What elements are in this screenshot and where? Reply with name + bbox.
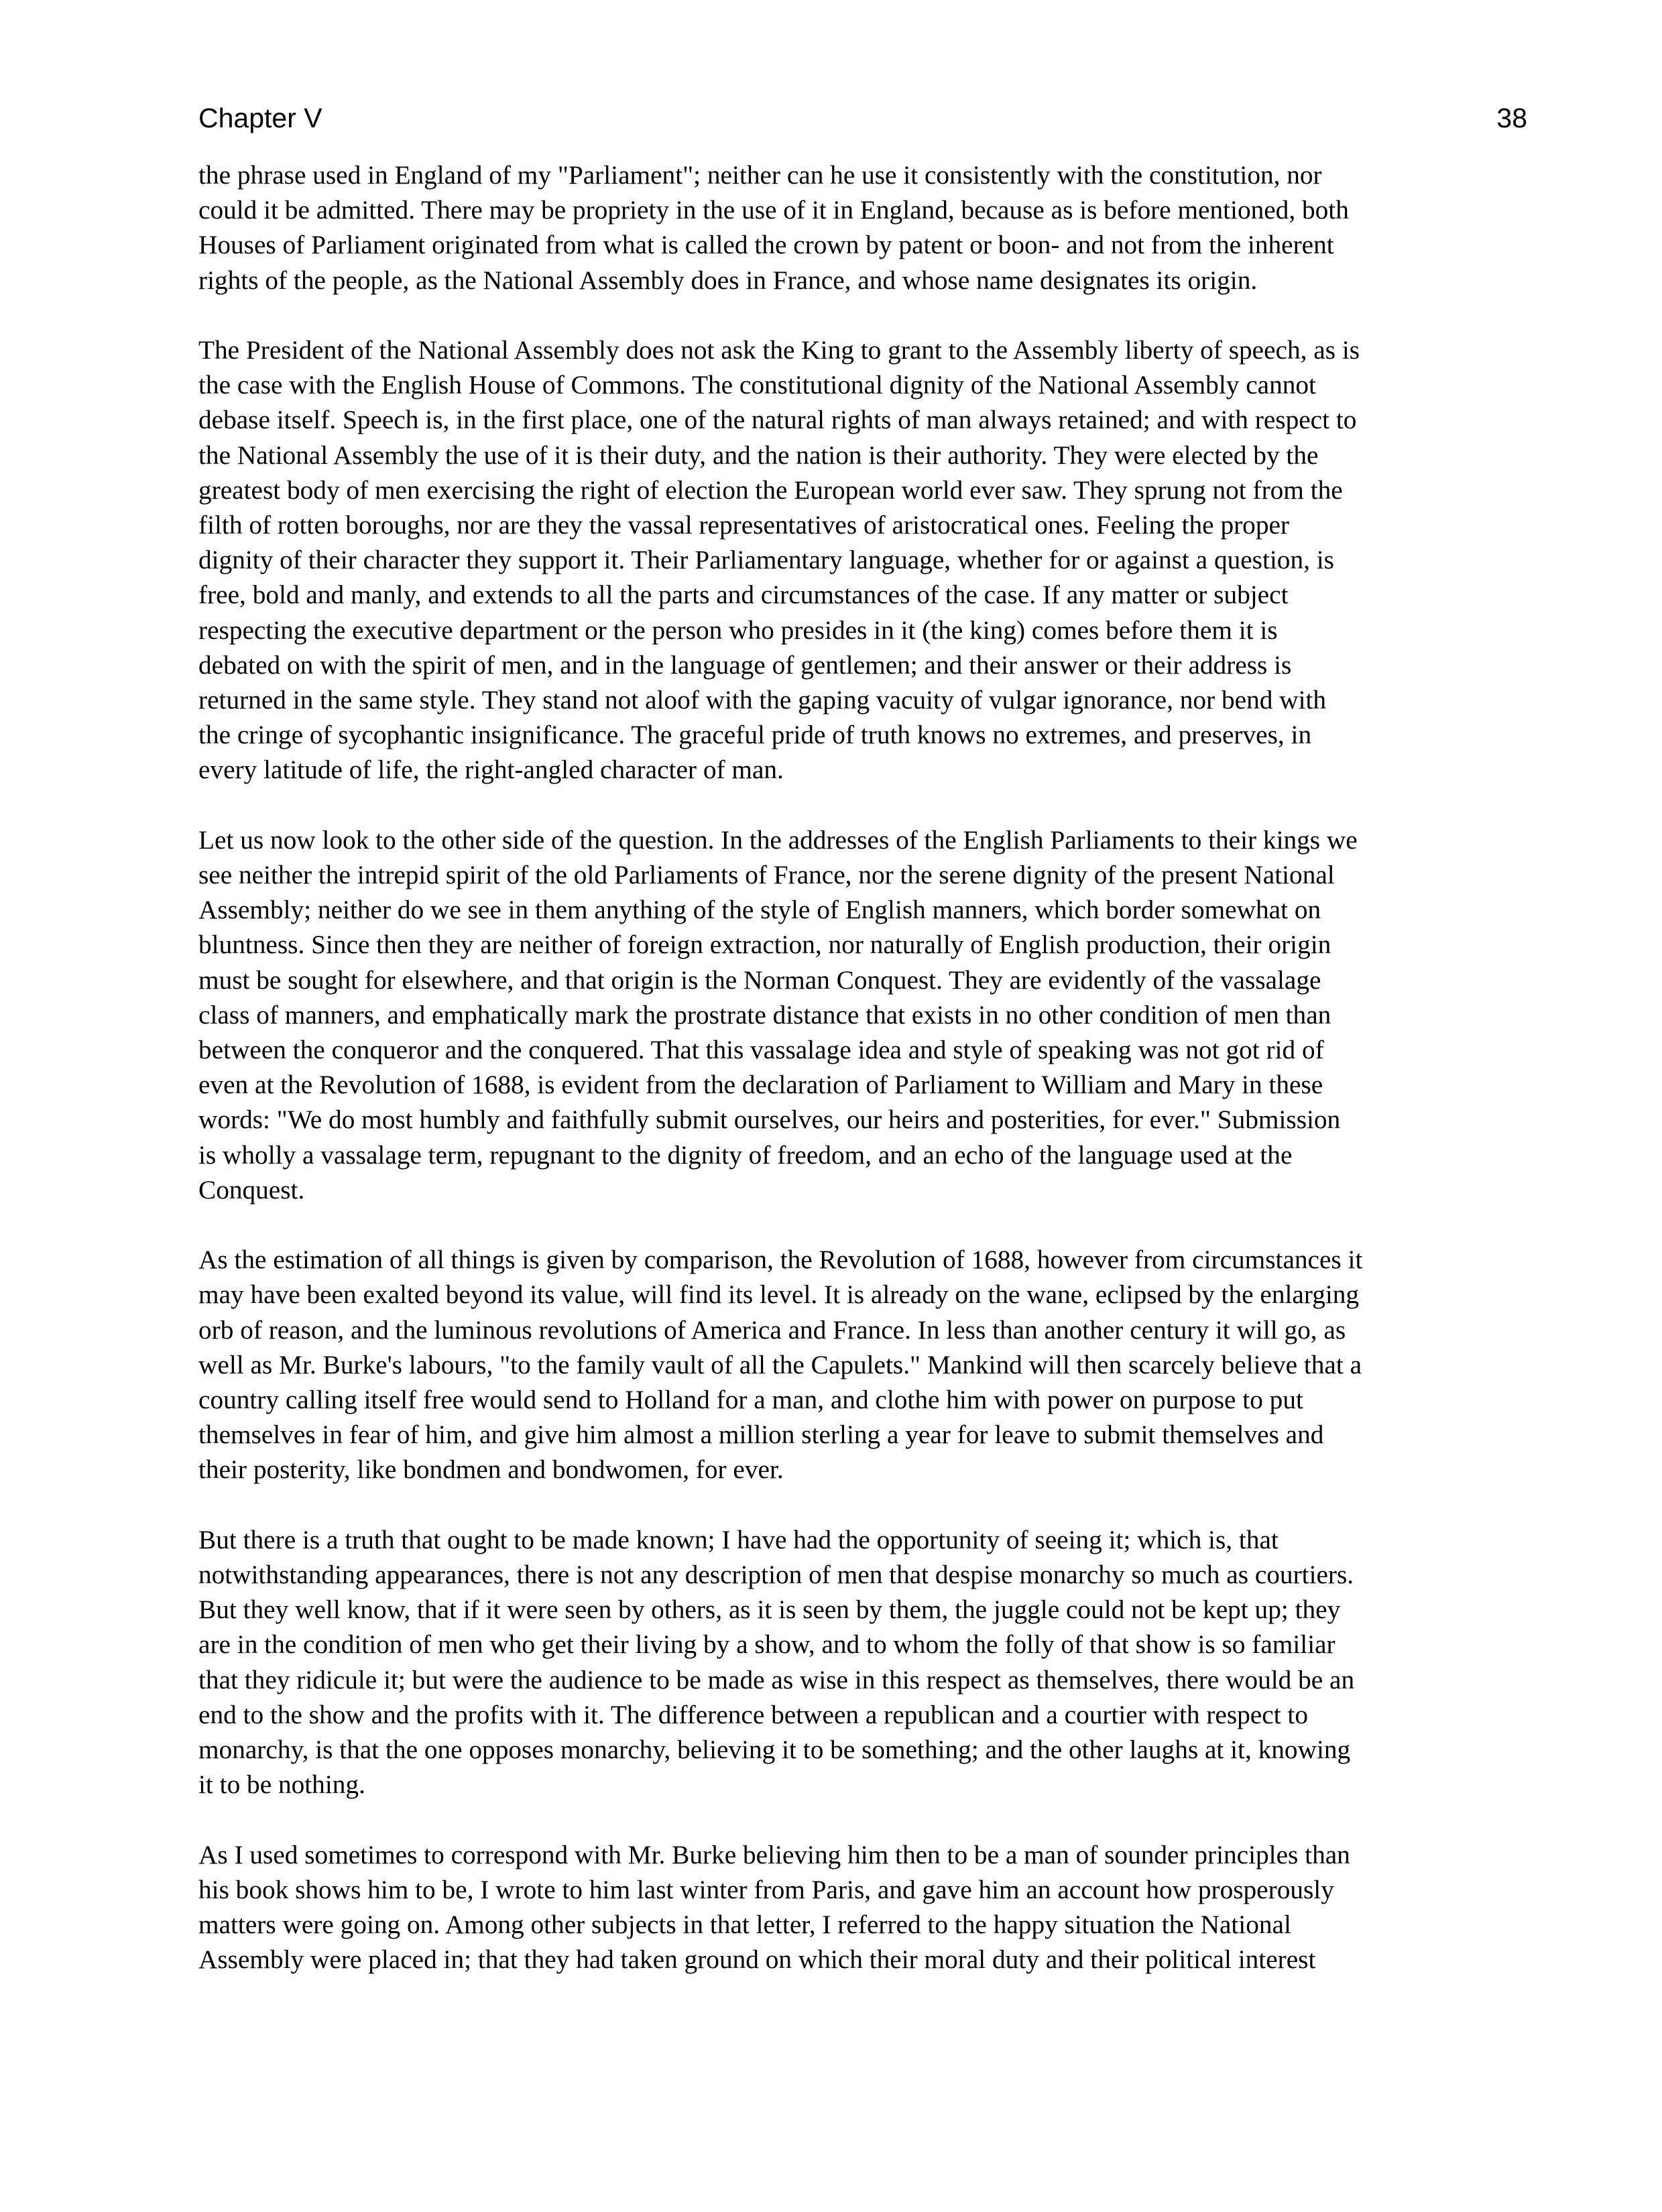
text-line: dignity of their character they support it. Their Parliamentary language, whether for or against a question, is [198, 545, 1334, 575]
page-number: 38 [1496, 103, 1527, 133]
text-line: As the estimation of all things is given by comparison, the Revolution of 1688, however from circumstances it [198, 1245, 1363, 1275]
text-line: matters were going on. Among other subjects in that letter, I referred to the happy situation the National [198, 1910, 1291, 1940]
text-line: Assembly were placed in; that they had taken ground on which their moral duty and their political interest [198, 1945, 1316, 1975]
text-line: greatest body of men exercising the right of election the European world ever saw. They sprung not from the [198, 475, 1343, 505]
paragraph [198, 1837, 1527, 1977]
text-line: returned in the same style. They stand not aloof with the gaping vacuity of vulgar ignorance, nor bend with [198, 685, 1327, 715]
text-line: words: "We do most humbly and faithfully submit ourselves, our heirs and posterities, for ever." Submission [198, 1105, 1341, 1135]
text-line: that they ridicule it; but were the audience to be made as wise in this respect as themselves, there would be an [198, 1664, 1355, 1695]
text-line: rights of the people, as the National Assembly does in France, and whose name designates its origin. [198, 265, 1258, 295]
text-line: notwithstanding appearances, there is not any description of men that despise monarchy so much as courtiers. [198, 1560, 1354, 1590]
text-line: the National Assembly the use of it is their duty, and the nation is their authority. They were elected by the [198, 440, 1319, 470]
text-line: even at the Revolution of 1688, is evident from the declaration of Parliament to William and Mary in these [198, 1070, 1323, 1100]
text-line: debated on with the spirit of men, and in the language of gentlemen; and their answer or their address is [198, 650, 1292, 680]
text-line: But they well know, that if it were seen by others, as it is seen by them, the juggle could not be kept up; they [198, 1595, 1341, 1625]
text-line: the phrase used in England of my "Parliament"; neither can he use it consistently with the constitution, nor [198, 160, 1322, 190]
body-text [198, 158, 1527, 2012]
text-line: filth of rotten boroughs, nor are they the vassal representatives of aristocratical ones. Feeling the proper [198, 510, 1290, 540]
text-line: As I used sometimes to correspond with Mr. Burke believing him then to be a man of sounder principles than [198, 1839, 1350, 1869]
text-line: see neither the intrepid spirit of the old Parliaments of France, nor the serene dignity of the present National [198, 860, 1335, 890]
text-line: The President of the National Assembly does not ask the King to grant to the Assembly liberty of speech, as is [198, 335, 1360, 365]
text-line: But there is a truth that ought to be made known; I have had the opportunity of seeing it; which is, that [198, 1524, 1279, 1554]
text-line: themselves in fear of him, and give him almost a million sterling a year for leave to submit themselves and [198, 1420, 1324, 1450]
text-line: end to the show and the profits with it. The difference between a republican and a courtier with respect to [198, 1699, 1308, 1729]
text-line: monarchy, is that the one opposes monarchy, believing it to be something; and the other laughs at it, knowing [198, 1735, 1351, 1765]
text-line: is wholly a vassalage term, repugnant to the dignity of freedom, and an echo of the language used at the [198, 1140, 1293, 1170]
text-line: may have been exalted beyond its value, will find its level. It is already on the wane, eclipsed by the enlarging [198, 1280, 1360, 1310]
page-header [198, 98, 1527, 138]
text-line: well as Mr. Burke's labours, "to the family vault of all the Capulets." Mankind will then scarcely believe that a [198, 1349, 1362, 1379]
text-line: debase itself. Speech is, in the first place, one of the natural rights of man always retained; and with respect to [198, 405, 1357, 435]
paragraph [198, 332, 1527, 788]
text-line: the case with the English House of Commons. The constitutional dignity of the National Assembly cannot [198, 370, 1316, 400]
text-line: his book shows him to be, I wrote to him last winter from Paris, and gave him an account how prosperously [198, 1874, 1334, 1904]
paragraph [198, 1522, 1527, 1802]
text-line: class of manners, and emphatically mark the prostrate distance that exists in no other condition of men than [198, 999, 1331, 1030]
text-line: could it be admitted. There may be propriety in the use of it in England, because as is before mentioned, both [198, 195, 1349, 225]
text-line: the cringe of sycophantic insignificance. The graceful pride of truth knows no extremes, and preserves, in [198, 720, 1312, 750]
text-line: orb of reason, and the luminous revolutions of America and France. In less than another century it will go, as [198, 1314, 1346, 1345]
text-line: bluntness. Since then they are neither of foreign extraction, nor naturally of English production, their origin [198, 930, 1331, 960]
text-line: country calling itself free would send to Holland for a man, and clothe him with power on purpose to put [198, 1385, 1303, 1415]
text-line: are in the condition of men who get their living by a show, and to whom the folly of that show is so familiar [198, 1630, 1335, 1660]
text-line: respecting the executive department or the person who presides in it (the king) comes before them it is [198, 615, 1278, 645]
text-line: Conquest. [198, 1174, 305, 1205]
text-line: Let us now look to the other side of the question. In the addresses of the English Parliaments to their kings we [198, 824, 1358, 855]
paragraph [198, 1242, 1527, 1487]
text-line: Assembly; neither do we see in them anything of the style of English manners, which border somewhat on [198, 895, 1321, 925]
text-line: every latitude of life, the right-angled character of man. [198, 755, 784, 785]
text-line: Houses of Parliament originated from what is called the crown by patent or boon- and not from the inherent [198, 230, 1334, 260]
paragraph [198, 158, 1527, 298]
text-line: their posterity, like bondmen and bondwomen, for ever. [198, 1455, 784, 1485]
text-line: between the conqueror and the conquered. That this vassalage idea and style of speaking was not got rid of [198, 1035, 1324, 1065]
chapter-title: Chapter V [198, 103, 322, 133]
text-line: it to be nothing. [198, 1770, 365, 1800]
text-line: must be sought for elsewhere, and that origin is the Norman Conquest. They are evidently of the vassalage [198, 965, 1321, 995]
text-line: free, bold and manly, and extends to all the parts and circumstances of the case. If any matter or subject [198, 580, 1289, 610]
paragraph [198, 822, 1527, 1207]
